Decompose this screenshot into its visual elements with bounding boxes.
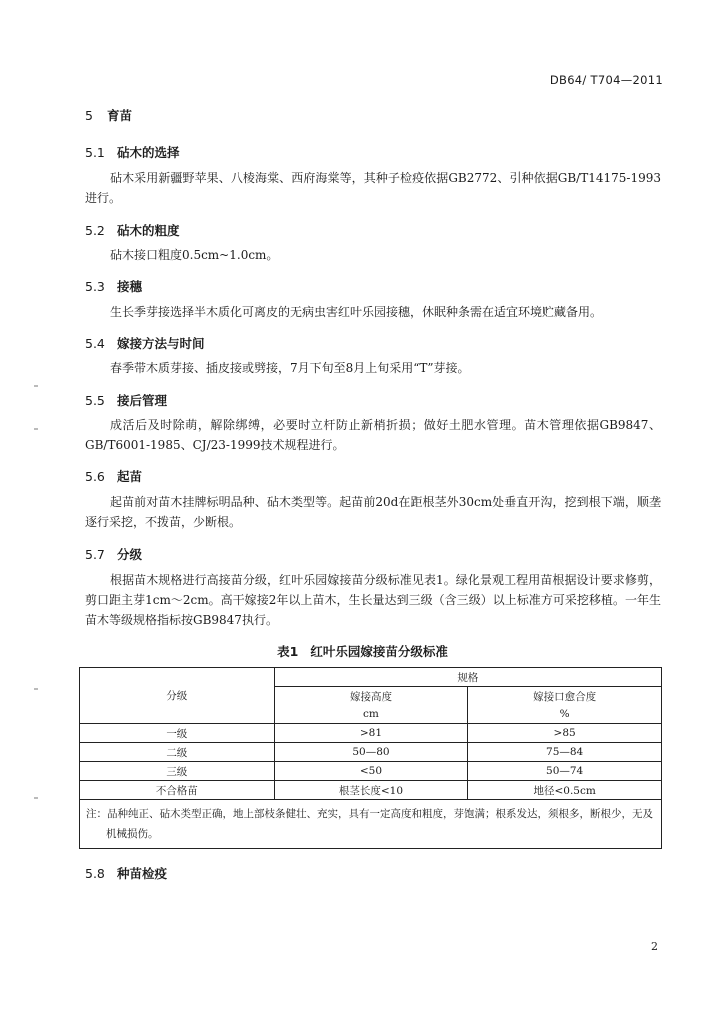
healing-cell: 50—74 <box>468 762 662 781</box>
table-row <box>80 762 662 781</box>
section-title: 分级 <box>117 547 143 562</box>
grade-cell: 不合格苗 <box>80 781 275 800</box>
section-5-5-paragraph: 成活后及时除萌，解除绑缚，必要时立杆防止新梢折损；做好土肥水管理。苗木管理依据GB9847、GB/T6001-1985、CJ/23-1999技术规程进行。 <box>85 418 661 452</box>
section-5-5-heading <box>85 391 167 409</box>
table-title: 红叶乐园嫁接苗分级标准 <box>310 644 448 659</box>
table-row <box>80 724 662 743</box>
section-title: 起苗 <box>117 469 143 484</box>
scan-speck <box>34 428 38 430</box>
height-cell: 根茎长度<10 <box>274 781 468 800</box>
section-5-8-heading <box>85 864 167 882</box>
height-cell: 50—80 <box>274 743 468 762</box>
section-title: 接后管理 <box>117 393 168 408</box>
grade-header-cell: 分级 <box>80 668 275 724</box>
healing-cell: 地径<0.5cm <box>468 781 662 800</box>
section-number: 5.4 <box>85 336 105 351</box>
section-5-2-heading <box>85 221 180 239</box>
section-5-6-heading <box>85 467 142 485</box>
table-row <box>80 781 662 800</box>
scan-speck <box>34 385 38 387</box>
section-5-3-heading <box>85 277 142 295</box>
page-number: 2 <box>651 940 658 953</box>
scan-speck <box>34 797 38 799</box>
section-5-6-paragraph: 起苗前对苗木挂牌标明品种、砧木类型等。起苗前20d在距根茎外30cm处垂直开沟，挖到根下端，顺垄逐行采挖，不拨苗，少断根。 <box>85 495 661 529</box>
healing-unit-cell: % <box>468 705 662 724</box>
section-5-1-heading <box>85 143 180 161</box>
section-5-heading <box>85 106 132 124</box>
height-header-cell: 嫁接高度 <box>274 687 468 706</box>
spec-header-cell: 规格 <box>274 668 661 687</box>
section-title: 种苗检疫 <box>117 866 168 881</box>
section-title: 砧木的选择 <box>117 145 180 160</box>
table-label: 表1 <box>277 644 299 659</box>
section-5-3-paragraph: 生长季芽接选择半木质化可离皮的无病虫害红叶乐园接穗，休眠种条需在适宜环境贮藏备用。 <box>110 305 603 319</box>
section-number: 5.2 <box>85 223 105 238</box>
grade-cell: 三级 <box>80 762 275 781</box>
table-note: 注：品种纯正、砧木类型正确，地上部枝条健壮、充实，具有一定高度和粗度，芽饱满；根系发达，须根多，断根少，无及机械损伤。 <box>80 800 662 849</box>
grade-cell: 二级 <box>80 743 275 762</box>
section-number: 5.6 <box>85 469 105 484</box>
grading-table <box>79 667 662 849</box>
height-cell: <50 <box>274 762 468 781</box>
section-number: 5.1 <box>85 145 105 160</box>
section-title: 育苗 <box>107 108 133 123</box>
section-title: 嫁接方法与时间 <box>117 336 205 351</box>
healing-cell: 75—84 <box>468 743 662 762</box>
table-caption <box>0 642 725 660</box>
section-5-7-heading <box>85 545 142 563</box>
section-title: 砧木的粗度 <box>117 223 180 238</box>
section-number: 5.3 <box>85 279 105 294</box>
grade-cell: 一级 <box>80 724 275 743</box>
table-row <box>80 743 662 762</box>
section-title: 接穗 <box>117 279 143 294</box>
section-number: 5.7 <box>85 547 105 562</box>
section-5-4-heading <box>85 334 205 352</box>
healing-header-cell: 嫁接口愈合度 <box>468 687 662 706</box>
section-number: 5.8 <box>85 866 105 881</box>
section-5-1-paragraph: 砧木采用新疆野苹果、八棱海棠、西府海棠等，其种子检疫依据GB2772、引种依据GB/T14175-1993进行。 <box>85 171 661 205</box>
section-5-2-paragraph: 砧木接口粗度0.5cm~1.0cm。 <box>110 248 279 262</box>
section-number: 5.5 <box>85 393 105 408</box>
height-unit-cell: cm <box>274 705 468 724</box>
height-cell: >81 <box>274 724 468 743</box>
section-5-4-paragraph: 春季带木质芽接、插皮接或劈接，7月下旬至8月上旬采用“T”芽接。 <box>110 361 470 375</box>
scan-speck <box>34 688 38 690</box>
healing-cell: >85 <box>468 724 662 743</box>
section-number: 5 <box>85 108 93 123</box>
section-5-7-paragraph: 根据苗木规格进行高接苗分级，红叶乐园嫁接苗分级标准见表1。绿化景观工程用苗根据设计要求修剪，剪口距主芽1cm～2cm。高干嫁接2年以上苗木，生长量达到三级（含三级）以上标准方可采挖移植。一年生苗木等级规格指标按GB9847执行。 <box>85 573 661 627</box>
document-code-header: DB64/ T704—2011 <box>549 73 663 87</box>
